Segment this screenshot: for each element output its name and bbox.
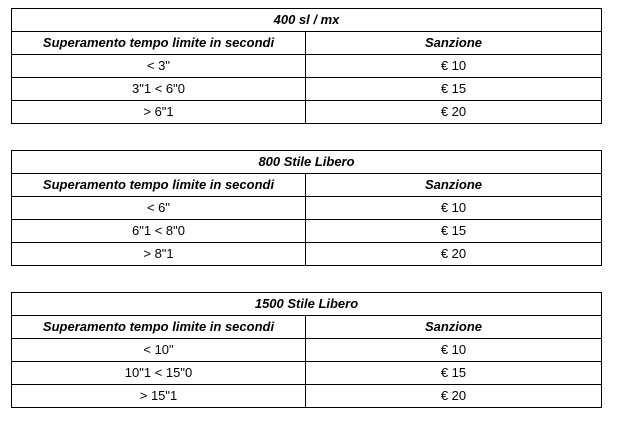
table-row (12, 220, 602, 243)
table-row (12, 362, 602, 385)
table-title-row (12, 151, 602, 174)
table-title-row (12, 293, 602, 316)
table-row (12, 243, 602, 266)
table-row (12, 55, 602, 78)
time-cell: > 15"1 (12, 385, 306, 408)
column-header-time: Superamento tempo limite in secondi (12, 316, 306, 339)
time-cell: < 3" (12, 55, 306, 78)
column-header-time: Superamento tempo limite in secondi (12, 174, 306, 197)
table-header-row (12, 32, 602, 55)
time-cell: 3"1 < 6"0 (12, 78, 306, 101)
table-row (12, 78, 602, 101)
table-row (12, 385, 602, 408)
table-row (12, 197, 602, 220)
column-header-time: Superamento tempo limite in secondi (12, 32, 306, 55)
penalty-cell: € 20 (306, 243, 602, 266)
penalty-cell: € 20 (306, 101, 602, 124)
penalty-cell: € 15 (306, 78, 602, 101)
table-header-row (12, 316, 602, 339)
table-header-row (12, 174, 602, 197)
table-title: 400 sl / mx (12, 9, 602, 32)
penalty-table-800 (11, 150, 602, 266)
penalty-cell: € 10 (306, 339, 602, 362)
column-header-penalty: Sanzione (306, 32, 602, 55)
time-cell: < 10" (12, 339, 306, 362)
time-cell: > 6"1 (12, 101, 306, 124)
penalty-table-400 (11, 8, 602, 124)
time-cell: 6"1 < 8"0 (12, 220, 306, 243)
table-title: 1500 Stile Libero (12, 293, 602, 316)
penalty-cell: € 20 (306, 385, 602, 408)
penalty-cell: € 10 (306, 197, 602, 220)
table-row (12, 101, 602, 124)
time-cell: 10"1 < 15"0 (12, 362, 306, 385)
table-title-row (12, 9, 602, 32)
table-title: 800 Stile Libero (12, 151, 602, 174)
penalty-table-1500 (11, 292, 602, 408)
time-cell: > 8"1 (12, 243, 306, 266)
penalty-cell: € 10 (306, 55, 602, 78)
column-header-penalty: Sanzione (306, 316, 602, 339)
table-row (12, 339, 602, 362)
column-header-penalty: Sanzione (306, 174, 602, 197)
penalty-cell: € 15 (306, 362, 602, 385)
penalty-cell: € 15 (306, 220, 602, 243)
time-cell: < 6" (12, 197, 306, 220)
